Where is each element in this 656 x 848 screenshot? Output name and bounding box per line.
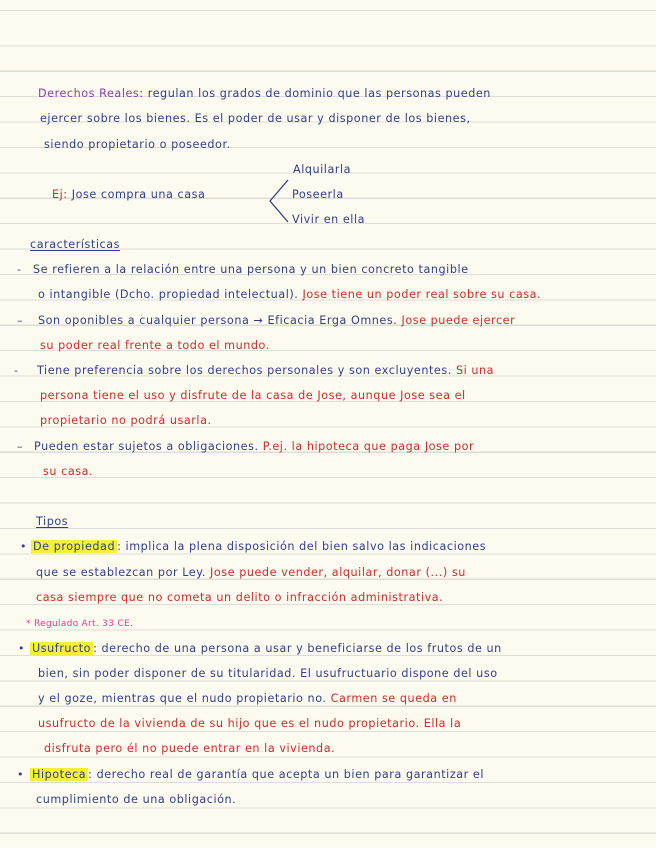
term-hipoteca: Hipoteca [32,768,87,781]
type-2-line-1 [30,641,502,657]
char-3-line-3: propietario no podrá usarla. [40,414,212,427]
dash-icon: – [17,440,23,453]
example-text: Jose compra una casa [71,188,206,201]
term-usufructo: Usufructo [32,642,92,655]
brace-icon [266,178,290,224]
char-1-text: o intangible (Dcho. propiedad intelectual). [38,288,299,301]
type-2-text: y el goze, mientras que el nudo propietario no. [38,692,327,705]
char-2-line-2: su poder real frente a todo el mundo. [40,339,270,352]
type-2-line-5: disfruta pero él no puede entrar en la vivienda. [44,742,336,755]
char-3-line-1 [37,363,494,379]
example-option-1: Alquilarla [293,163,352,176]
type-2-definition: : derecho de una persona a usar y beneficiarse de los frutos de un [93,642,502,655]
example-prefix: Ej: [52,188,68,201]
characteristics-heading: características [30,238,120,251]
type-1-example: Jose puede vender, alquilar, donar (...) su [210,566,466,579]
dash-icon: - [14,364,18,377]
char-4-line-1 [34,439,474,455]
type-1-line-2 [36,565,466,581]
dash-icon: – [17,314,23,327]
type-2-line-2: bien, sin poder disponer de su titularidad. El usufructuario dispone del uso [38,667,498,680]
char-2-text: Son oponibles a cualquier persona → Eficacia Erga Omnes. [38,314,398,327]
char-3-text: Tiene preferencia sobre los derechos personales y son excluyentes. [37,364,452,377]
char-1-example: Jose tiene un poder real sobre su casa. [302,288,542,301]
type-1-text: que se establezcan por Ley. [36,566,206,579]
type-2-example: Carmen se queda en [330,692,457,705]
char-1-line-2 [38,287,541,303]
example-option-2: Poseerla [292,188,344,201]
char-4-text: Pueden estar sujetos a obligaciones. [34,440,259,453]
type-1-definition: : implica la plena disposición del bien salvo las indicaciones [117,540,487,553]
intro-line-1 [38,86,491,102]
bullet-icon: • [20,540,27,553]
type-3-definition: : derecho real de garantía que acepta un bien para garantizar el [88,768,484,781]
char-1-line-1: Se refieren a la relación entre una persona y un bien concreto tangible [33,263,469,276]
term-de-propiedad: De propiedad [33,540,116,553]
bullet-icon: • [17,768,24,781]
type-3-line-2: cumplimiento de una obligación. [36,793,237,806]
char-2-example: Jose puede ejercer [401,314,516,327]
bullet-icon: • [18,642,25,655]
char-2-line-1 [38,313,515,329]
char-4-example: P.ej. la hipoteca que paga Jose por [262,440,475,453]
intro-line-2: ejercer sobre los bienes. Es el poder de usar y disponer de los bienes, [40,112,471,125]
type-1-note: * Regulado Art. 33 CE. [26,619,134,629]
dash-icon: - [17,263,21,276]
char-3-example: Si una [455,364,495,377]
type-1-line-3: casa siempre que no cometa un delito o infracción administrativa. [36,591,444,604]
term-derechos-reales: Derechos Reales [38,87,140,100]
type-2-line-3 [38,691,457,707]
example-line [52,187,205,203]
intro-definition: : regulan los grados de dominio que las personas pueden [139,87,491,100]
type-1-line-1 [31,539,486,555]
type-2-line-4: usufructo de la vivienda de su hijo que es el nudo propietario. Ella la [38,717,462,730]
types-heading: Tipos [36,515,69,528]
char-4-line-2: su casa. [43,465,94,478]
intro-line-3: siendo propietario o poseedor. [44,138,231,151]
type-3-line-1 [30,767,484,783]
example-option-3: Vivir en ella [292,213,366,226]
char-3-line-2: persona tiene el uso y disfrute de la casa de Jose, aunque Jose sea el [40,389,466,402]
